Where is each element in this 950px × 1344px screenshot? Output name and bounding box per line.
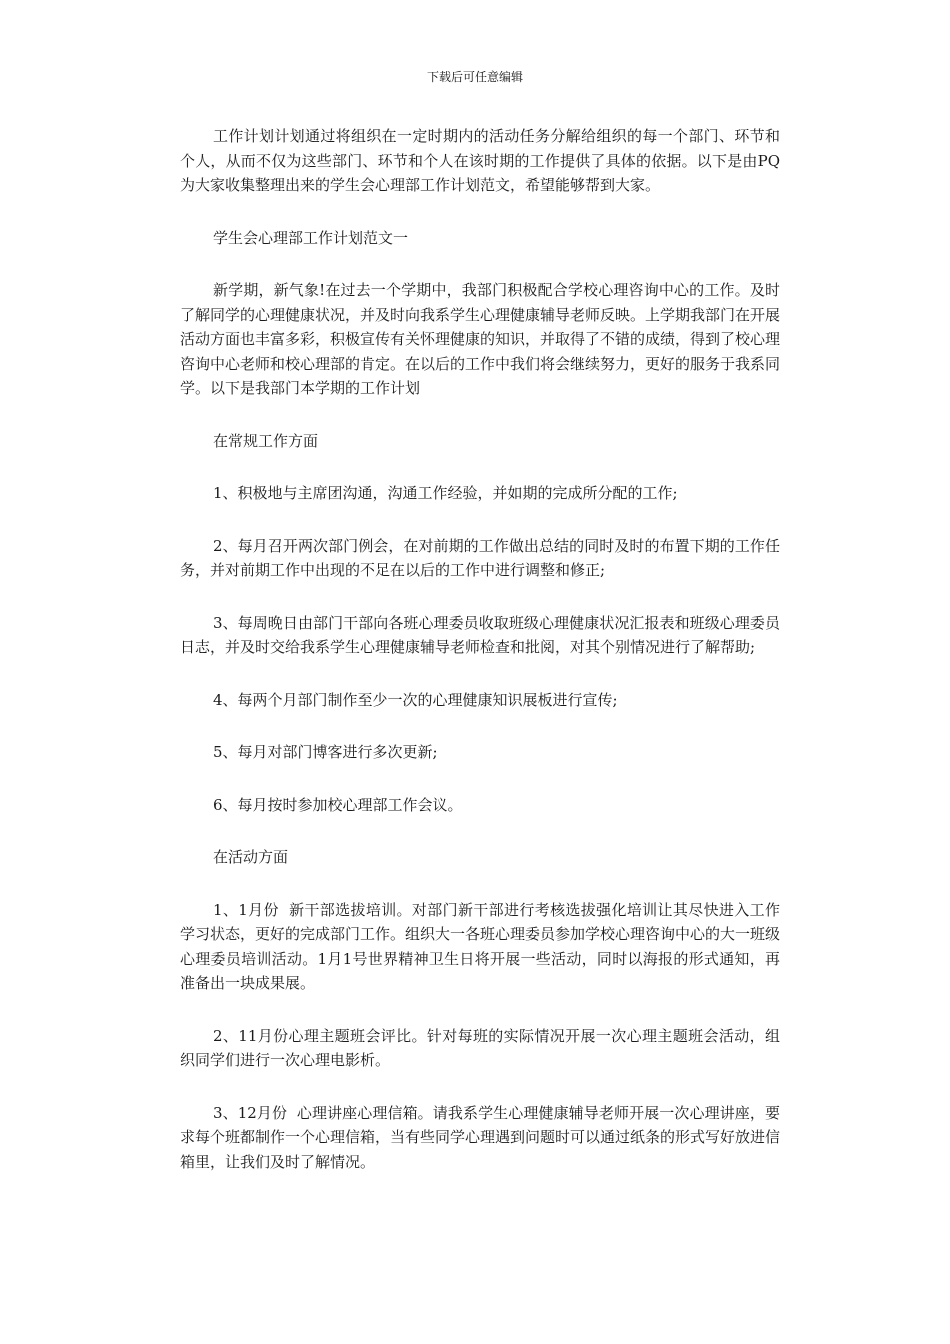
header-note: 下载后可任意编辑 [426,70,523,84]
activity-item: 1、1月份 新干部选拔培训。对部门新干部进行考核选拔强化培训让其尽快进入工作学习状态，更好的完成部门工作。组织大一各班心理委员参加学校心理咨询中心的大一班级心理委员培训活动。1月1号世界精神卫生日将开展一些活动，同时以海报的形式通知，再准备出一块成果展。 [180,900,781,992]
routine-item: 5、每月对部门博客进行多次更新; [213,743,438,761]
activity-heading: 在活动方面 [213,848,289,866]
routine-item: 4、每两个月部门制作至少一次的心理健康知识展板进行宣传; [213,690,618,709]
document-title: 学生会心理部工作计划范文一 [213,228,409,247]
routine-item: 1、积极地与主席团沟通，沟通工作经验，并如期的完成所分配的工作; [213,484,678,502]
opening-paragraph: 新学期，新气象!在过去一个学期中，我部门积极配合学校心理咨询中心的工作。及时了解同学的心理健康状况，并及时向我系学生心理健康辅导老师反映。上学期我部门在开展活动方面也丰富多彩，积极宣传有关怀理健康的知识，并取得了不错的成绩，得到了校心理咨询中心老师和校心理部的肯定。在以后的工作中我们将会继续努力，更好的服务于我系同学。以下是我部门本学期的工作计划 [180,281,781,397]
document-body [180,124,780,1202]
activity-item: 3、12月份 心理讲座心理信箱。请我系学生心理健康辅导老师开展一次心理讲座，要求每个班都制作一个心理信箱，当有些同学心理遇到问题时可以通过纸条的形式写好放进信箱里，让我们及时了解情况。 [180,1103,781,1171]
routine-item: 6、每月按时参加校心理部工作会议。 [213,795,463,814]
routine-item: 3、每周晚日由部门干部向各班心理委员收取班级心理健康状况汇报表和班级心理委员日志，并及时交给我系学生心理健康辅导老师检查和批阅，对其个别情况进行了解帮助; [180,613,780,656]
activity-item: 2、11月份心理主题班会评比。针对每班的实际情况开展一次心理主题班会活动，组织同学们进行一次心理电影析。 [180,1026,780,1069]
intro-paragraph: 工作计划计划通过将组织在一定时期内的活动任务分解给组织的每一个部门、环节和个人，从而不仅为这些部门、环节和个人在该时期的工作提供了具体的依据。以下是由PQ为大家收集整理出来的学生会心理部工作计划范文，希望能够帮到大家。 [180,127,780,194]
routine-heading: 在常规工作方面 [213,431,319,450]
routine-item: 2、每月召开两次部门例会，在对前期的工作做出总结的同时及时的布置下期的工作任务，并对前期工作中出现的不足在以后的工作中进行调整和修正; [180,536,780,579]
